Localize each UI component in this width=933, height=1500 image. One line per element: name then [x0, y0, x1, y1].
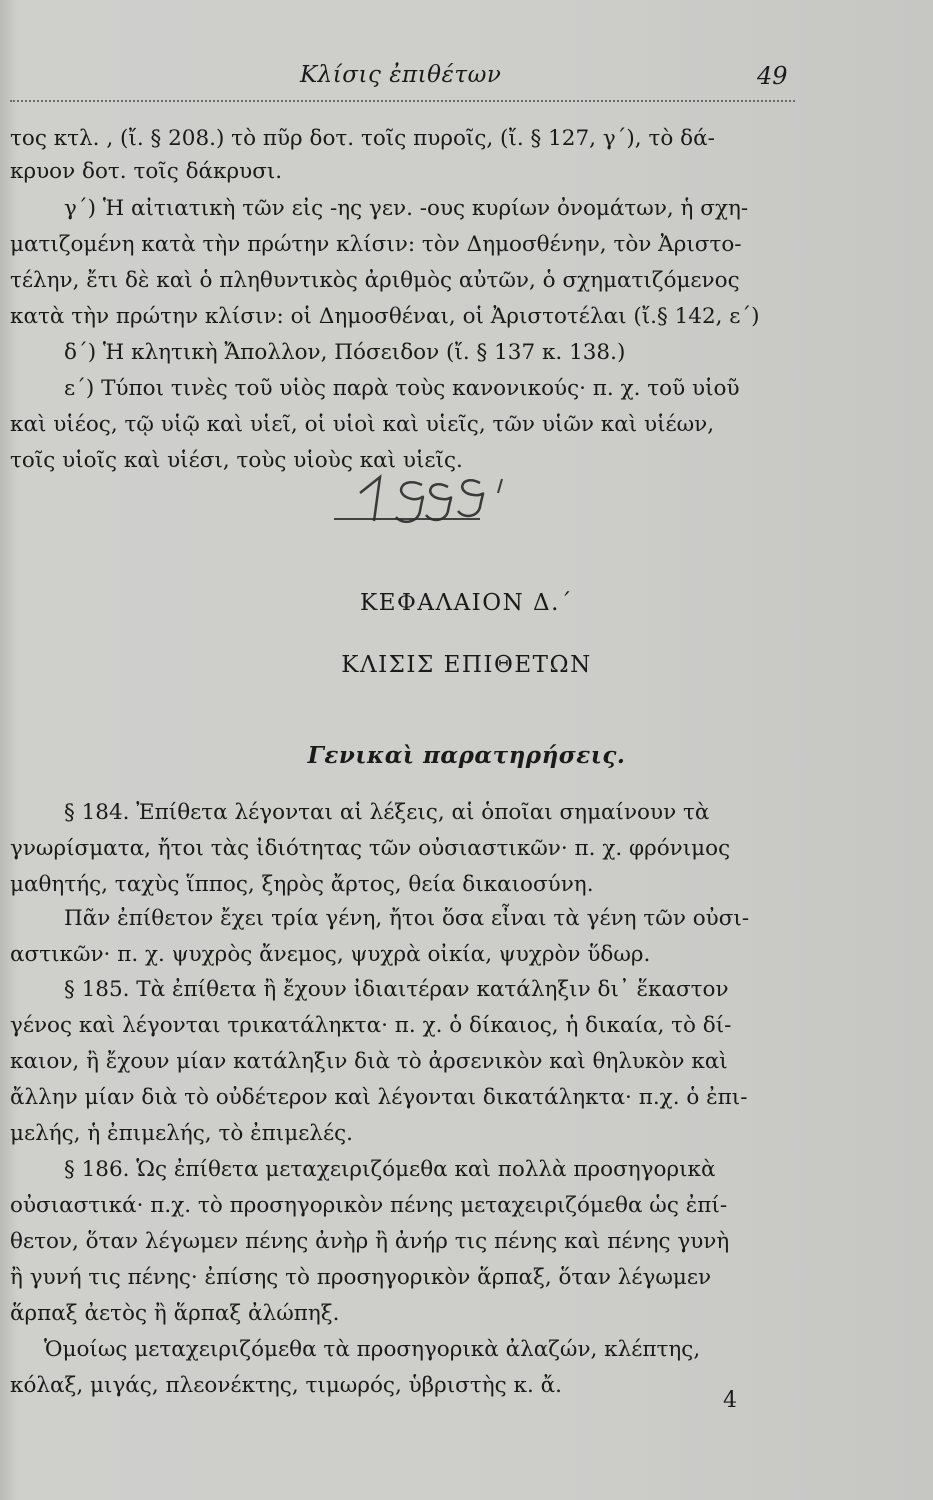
text-line: μελής, ἡ ἐπιμελής, τὸ ἐπιμελές. [10, 1121, 353, 1146]
page-number: 49 [757, 62, 788, 90]
text-line: § 186. Ὡς ἐπίθετα μεταχειριζόμεθα καὶ πολλὰ προσηγορικὰ [64, 1157, 716, 1182]
text-line: γνωρίσματα, ἤτοι τὰς ἰδιότητας τῶν οὐσιαστικῶν· π. χ. φρόνιμος [10, 836, 731, 861]
sheet-number: 4 [723, 1388, 737, 1413]
text-line: τος κτλ. , (ἴ. § 208.) τὸ πῦρ δοτ. τοῖς πυροῖς, (ἴ. § 127, γ΄), τὸ δά- [10, 126, 715, 151]
text-line: ἢ γυνή τις πένης· ἐπίσης τὸ προσηγορικὸν ἅρπαξ, ὅταν λέγωμεν [10, 1265, 712, 1290]
text-line: ἅρπαξ ἀετὸς ἢ ἅρπαξ ἀλώπηξ. [10, 1301, 340, 1326]
text-line: δ΄) Ἡ κλητικὴ Ἄπολλον, Πόσειδον (ἴ. § 137 κ. 138.) [64, 340, 626, 365]
text-line: καιον, ἢ ἔχουν μίαν κατάληξιν διὰ τὸ ἀρσενικὸν καὶ θηλυκὸν καὶ [10, 1049, 728, 1074]
handwritten-year [330, 465, 520, 535]
text-line: ματιζομένη κατὰ τὴν πρώτην κλίσιν: τὸν Δημοσθένην, τὸν Ἀριστο- [10, 232, 742, 257]
text-line: § 184. Ἐπίθετα λέγονται αἱ λέξεις, αἱ ὁποῖαι σημαίνουν τὰ [64, 800, 710, 825]
text-line: κόλαξ, μιγάς, πλεονέκτης, τιμωρός, ὑβριστὴς κ. ἄ. [10, 1373, 562, 1398]
text-line: καὶ υἱέος, τῷ υἱῷ καὶ υἱεῖ, οἱ υἱοὶ καὶ υἱεῖς, τῶν υἱῶν καὶ υἱέων, [10, 412, 715, 437]
section-subtitle: Γενικαὶ παρατηρήσεις. [307, 742, 626, 769]
text-line: οὐσιαστικά· π.χ. τὸ προσηγορικὸν πένης μεταχειριζόμεθα ὡς ἐπί- [10, 1193, 728, 1218]
text-line: ε΄) Τύποι τινὲς τοῦ υἱὸς παρὰ τοὺς κανονικούς· π. χ. τοῦ υἱοῦ [64, 376, 740, 401]
text-line: μαθητής, ταχὺς ἵππος, ξηρὸς ἄρτος, θεία δικαιοσύνη. [10, 872, 594, 897]
text-line: γ΄) Ἡ αἰτιατικὴ τῶν εἰς -ης γεν. -ους κυρίων ὀνομάτων, ἡ σχη- [64, 196, 749, 221]
text-line: τοῖς υἱοῖς καὶ υἱέσι, τοὺς υἱοὺς καὶ υἱεῖς. [10, 448, 463, 473]
running-title: Κλίσις ἐπιθέτων [300, 62, 502, 88]
text-line: Ὁμοίως μεταχειριζόμεθα τὰ προσηγορικὰ ἀλαζών, κλέπτης, [44, 1337, 701, 1362]
text-line: ἄλλην μίαν διὰ τὸ οὐδέτερον καὶ λέγονται δικατάληκτα· π.χ. ὁ ἐπι- [10, 1085, 748, 1110]
text-line: θετον, ὅταν λέγωμεν πένης ἀνὴρ ἢ ἀνήρ τις πένης καὶ πένης γυνὴ [10, 1229, 730, 1254]
text-line: κατὰ τὴν πρώτην κλίσιν: οἱ Δημοσθέναι, οἱ Ἀριστοτέλαι (ἴ.§ 142, ε΄) [10, 304, 760, 329]
header-rule [10, 100, 795, 102]
text-line: αστικῶν· π. χ. ψυχρὸς ἄνεμος, ψυχρὰ οἰκία, ψυχρὸν ὕδωρ. [10, 942, 651, 967]
page-header [0, 58, 933, 98]
chapter-title: ΚΛΙΣΙΣ ΕΠΙΘΕΤΩΝ [341, 652, 592, 678]
chapter-number: ΚΕΦΑΛΑΙΟΝ Δ.΄ [360, 590, 573, 616]
text-line: τέλην, ἔτι δὲ καὶ ὁ πληθυντικὸς ἀριθμὸς αὐτῶν, ὁ σχηματιζόμενος [10, 268, 740, 293]
text-line: § 185. Τὰ ἐπίθετα ἢ ἔχουν ἰδιαιτέραν κατάληξιν δι᾽ ἕκαστον [64, 977, 729, 1002]
text-line: γένος καὶ λέγονται τρικατάληκτα· π. χ. ὁ δίκαιος, ἡ δικαία, τὸ δί- [10, 1013, 732, 1038]
text-line: κρυον δοτ. τοῖς δάκρυσι. [10, 159, 283, 184]
handwritten-year-ink [330, 465, 520, 535]
text-line: Πᾶν ἐπίθετον ἔχει τρία γένη, ἤτοι ὅσα εἶναι τὰ γένη τῶν οὐσι- [64, 906, 750, 931]
